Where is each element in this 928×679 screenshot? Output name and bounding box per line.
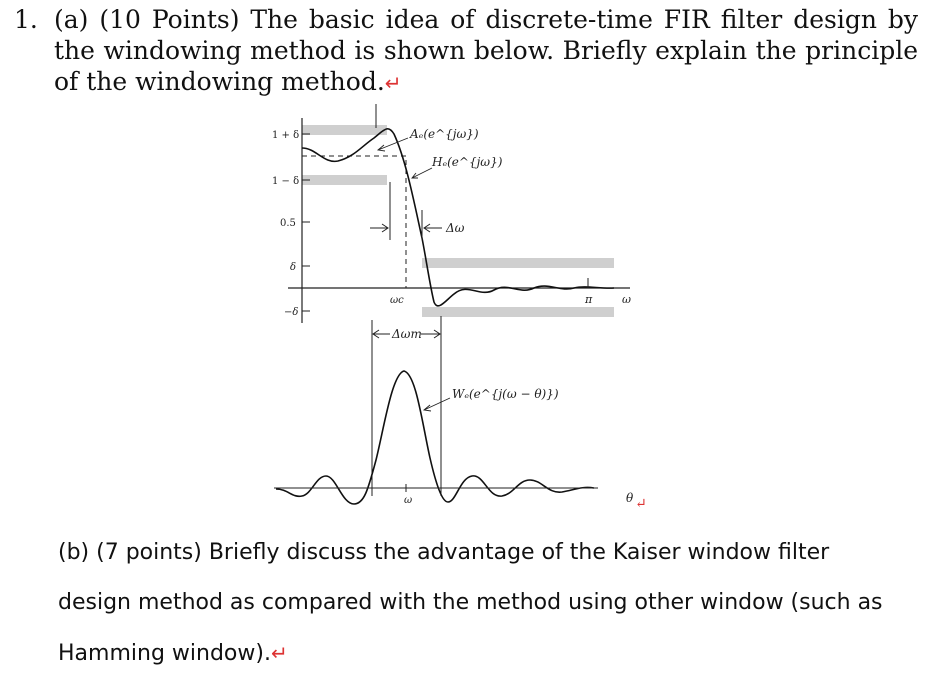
stopband-lower-band <box>422 307 614 317</box>
question-b-text: (b) (7 points) Briefly discuss the advantage of the Kaiser window filter design method as compared with the method using other window (such as Hamming window). <box>58 540 883 666</box>
question-a-body: (a) (10 Points) The basic idea of discrete-time FIR filter design by the windowing method is shown below. Briefly explain the principle of the windowing method. <box>54 5 918 96</box>
ae-label: Aₑ(e^{jω}) <box>410 127 479 141</box>
omega-label: ω <box>622 293 631 306</box>
question-number: 1. <box>14 5 38 34</box>
y-label-minus-delta: −δ <box>284 307 299 318</box>
omega-lower-label: ω <box>404 495 413 506</box>
passband-lower-band <box>302 175 387 185</box>
he-label: Hₑ(e^{jω}) <box>432 155 503 169</box>
we-label: Wₑ(e^{j(ω − θ)}) <box>452 387 559 401</box>
delta-omega-label: Δω <box>446 221 465 235</box>
stopband-upper-band <box>422 258 614 268</box>
pi-label: π <box>585 293 593 306</box>
windowing-figure <box>258 98 648 513</box>
y-label-1-plus-delta: 1 + δ <box>272 130 300 141</box>
y-label-delta: δ <box>290 262 297 273</box>
delta-omega-m-label: Δωm <box>392 327 422 341</box>
passband-upper-band <box>302 125 387 135</box>
return-icon-b: ↵ <box>270 641 288 665</box>
y-label-half: 0.5 <box>280 218 296 229</box>
windowing-diagram <box>258 98 648 513</box>
omega-c-label: ωc <box>390 295 404 306</box>
figure-return-icon: ↵ <box>635 496 647 512</box>
question-b <box>58 528 908 679</box>
y-label-1-minus-delta: 1 − δ <box>272 176 300 187</box>
return-icon: ↵ <box>384 71 402 95</box>
theta-label: θ <box>626 491 634 505</box>
question-a-text <box>54 4 918 99</box>
